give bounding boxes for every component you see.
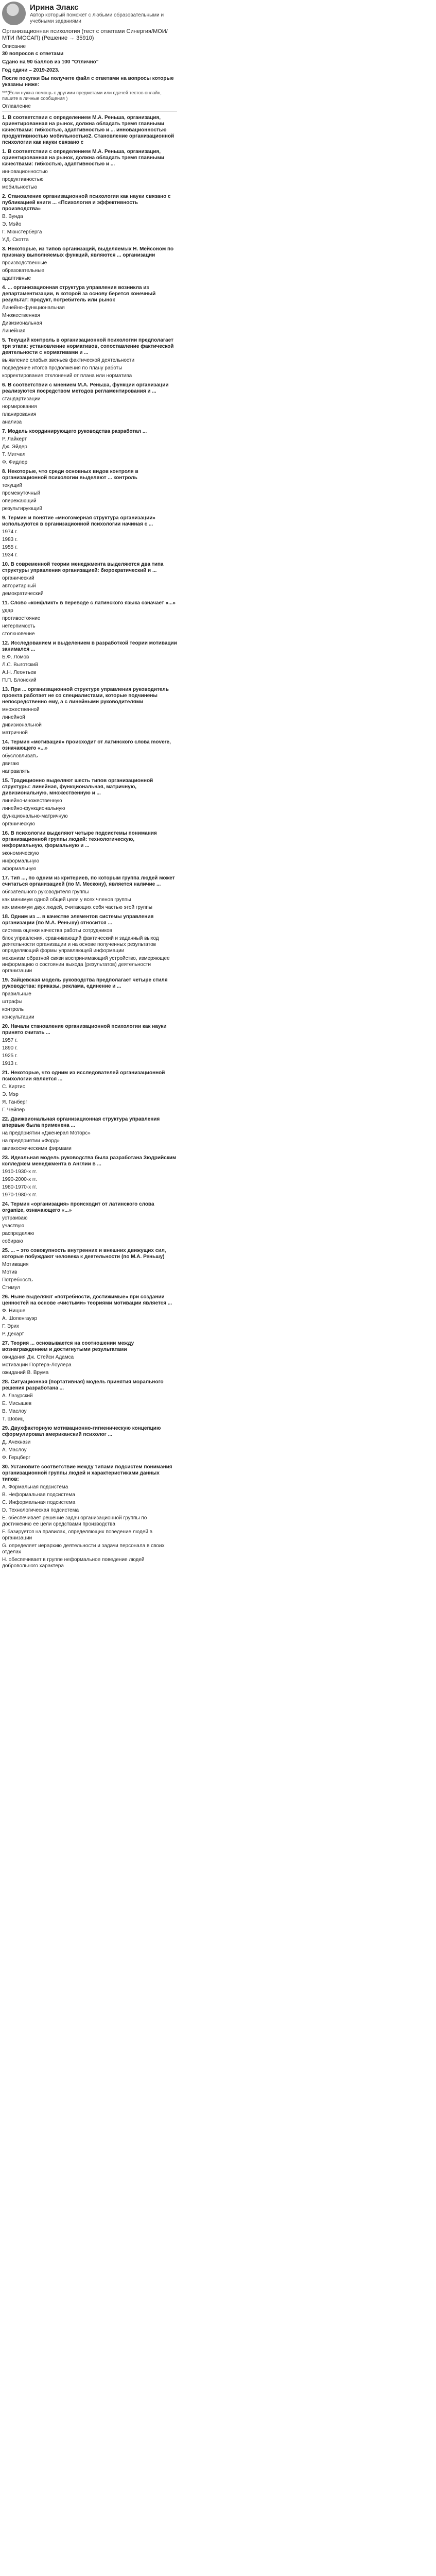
question: 27. Теория ... основывается на соотношении между вознаграждением и достигнутыми результатами [2, 1340, 134, 1352]
question: 24. Термин «организация» происходит от латинского слова organize, означающего «...» [2, 1201, 154, 1213]
answer-option: Я. Ганберг [2, 1099, 28, 1105]
answer-option: промежуточный [2, 490, 40, 496]
answer-option: правильные [2, 991, 31, 997]
document [0, 0, 177, 1569]
answer-option: подведение итогов продолжения по плану работы [2, 365, 123, 371]
answer-option: 1890 г. [2, 1045, 18, 1051]
answer-option: Т. Шовиц [2, 1416, 24, 1422]
answer-option: нетерпимость [2, 623, 36, 629]
answer-option: С. Киртис [2, 1083, 25, 1090]
answer-option: обусловливать [2, 753, 38, 759]
answer-option: B. Неформальная подсистема [2, 1492, 75, 1498]
answer-option: Л.С. Выготский [2, 662, 38, 668]
answer-option: E. обеспечивает решение задач организационной группы по достижению ее цели средствами производства [2, 1515, 147, 1527]
question: 3. Некоторые, из типов организаций, выделяемых Н. Мейсоном по признаку выполняемых функций, являются ... организации [2, 246, 174, 258]
author-description: Автор который поможет с любыми образовательными и учебными заданиями [30, 12, 164, 24]
answer-option: П.П. Блонский [2, 677, 37, 683]
answer-option: Э. Мэр [2, 1091, 19, 1097]
answer-option: 1983 г. [2, 536, 18, 543]
answer-option: Дивизиональная [2, 320, 42, 326]
question: 25. ... – это совокупность внутренних и внешних движущих сил, которые побуждают человека к деятельности (по М.А. Реньшу) [2, 1247, 166, 1260]
answer-option: Г. Мюнстерберга [2, 229, 42, 235]
question-list [2, 115, 177, 1569]
answer-option: корректирование отклонений от плана или норматива [2, 372, 132, 379]
answer-option: В. Вунда [2, 213, 23, 219]
answer-option: А.Н. Леонтьев [2, 669, 37, 675]
answer-option: H. обеспечивает в группе неформальное поведение людей добровольного характера [2, 1556, 145, 1569]
question: 28. Ситуационная (портативная) модель принятия морального решения разработана ... [2, 1379, 164, 1391]
question: 19. Зайцевская модель руководства предполагает четыре стиля руководства: приказы, реклама, единение и ... [2, 977, 168, 989]
answer-option: выявление слабых звеньев фактической деятельности [2, 357, 135, 363]
answer-option: анализа [2, 419, 22, 425]
description-label: Описание [2, 44, 26, 50]
answer-option: органическую [2, 821, 35, 827]
question: 29. Двухфакторную мотивационно-гигиеническую концепцию сформулировал американский психолог ... [2, 1425, 161, 1437]
purchase-note: После покупки Вы получите файл с ответами на вопросы которые указаны ниже: [2, 76, 174, 88]
answer-option: собираю [2, 1238, 23, 1244]
answer-option: на предприятии «Форд» [2, 1138, 60, 1144]
answer-option: 1974 г. [2, 529, 18, 535]
answer-option: Г. Чейпер [2, 1107, 25, 1113]
answer-option: Линейная [2, 328, 26, 334]
answer-option: A. Формальная подсистема [2, 1484, 68, 1490]
divider [2, 111, 177, 112]
answer-option: D. Технологическая подсистема [2, 1507, 79, 1513]
answer-option: аформальную [2, 866, 37, 872]
question: 9. Термин и понятие «многомерная структура организации» используются в организационной психологии начиная с ... [2, 515, 155, 527]
answer-option: А. Лазурский [2, 1393, 33, 1399]
answer-option: Р. Декарт [2, 1331, 24, 1337]
meta-line: Сдано на 90 баллов из 100 "Отлично" [2, 59, 99, 65]
answer-option: направлять [2, 768, 30, 774]
answer-option: на предприятии «Дженерал Моторс» [2, 1130, 91, 1136]
answer-option: органический [2, 575, 34, 581]
answer-option: ожидания Дж. Стейси Адамса [2, 1354, 74, 1360]
answer-option: У.Д. Скотта [2, 236, 29, 243]
answer-option: авторитарный [2, 583, 36, 589]
question: 26. Ныне выделяют «потребности, достижимые» при создании ценностей на основе «чистыми» теориями мотивации является ... [2, 1294, 172, 1306]
question: 11. Слово «конфликт» в переводе с латинского языка означает «...» [2, 600, 176, 606]
answer-option: инновационностью [2, 168, 48, 175]
answer-option: 1970-1980-х гг. [2, 1192, 37, 1198]
answer-option: обязательного руководителя группы [2, 889, 89, 895]
question: 10. В современной теории менеджмента выделяются два типа структуры управления организацией: бюрократический и ... [2, 561, 164, 573]
answer-option: продуктивностью [2, 176, 44, 182]
answer-option: авиакосмическими фирмами [2, 1145, 72, 1151]
question: 21. Некоторые, что одним из исследователей организационной психологии является ... [2, 1070, 165, 1082]
author-name[interactable]: Ирина Элакс [30, 3, 79, 12]
answer-option: Э. Мэйо [2, 221, 22, 227]
answer-option: линейно-множественную [2, 798, 62, 804]
answer-option: производственные [2, 260, 47, 266]
question: 8. Некоторые, что среди основных видов контроля в организационной психологии выделяют ... контроль [2, 468, 138, 481]
answer-option: блок управления, сравнивающий фактический и заданный выход деятельности организации и на основе полученных результатов определяющий формы управляющей информации [2, 935, 159, 954]
answer-option: опережающий [2, 498, 37, 504]
help-note: ***(Если нужна помощь с другими предметами или сдачей тестов онлайн, пишите в личные сообщения ) [2, 90, 162, 101]
answer-option: участвую [2, 1223, 24, 1229]
answer-option: устраиваю [2, 1215, 28, 1221]
answer-option: В. Маслоу [2, 1408, 27, 1414]
answer-option: штрафы [2, 998, 23, 1005]
author-card [2, 2, 177, 25]
answer-option: 1934 г. [2, 552, 18, 558]
answer-option: Р. Лайкерт [2, 436, 27, 442]
answer-option: Д. Ачекнази [2, 1439, 31, 1445]
answer-option: линейной [2, 714, 25, 720]
meta-line: 30 вопросов с ответами [2, 51, 64, 57]
answer-option: мобильностью [2, 184, 38, 190]
answer-option: 1925 г. [2, 1053, 18, 1059]
answer-option: матричной [2, 730, 28, 736]
answer-option: 1910-1930-х гг. [2, 1168, 37, 1175]
answer-option: Потребность [2, 1277, 33, 1283]
question: 7. Модель координирующего руководства разработал ... [2, 428, 147, 434]
answer-option: 1913 г. [2, 1060, 18, 1066]
answer-option: F. базируется на правилах, определяющих поведение людей в организации [2, 1529, 152, 1541]
answer-option: нормирования [2, 403, 37, 410]
answer-option: столкновение [2, 631, 35, 637]
answer-option: текущий [2, 482, 22, 488]
answer-option: планирования [2, 411, 37, 417]
question: 22. Движвиональная организационная структура управления впервые была применена ... [2, 1116, 160, 1128]
answer-option: удар [2, 607, 13, 614]
answer-option: адаптивные [2, 275, 31, 281]
answer-option: как минимум одной общей цели у всех членов группы [2, 896, 131, 903]
answer-option: двигаю [2, 760, 20, 767]
question: 1. В соответствии с определением М.А. Реньша, организация, ориентированная на рынок, должна обладать тремя главными качествами: гибкостью, адаптивностью и ... [2, 148, 165, 167]
answer-option: Мотивация [2, 1261, 29, 1267]
question: 20. Начали становление организационной психологии как науки принято считать ... [2, 1023, 167, 1036]
answer-option: Линейно-функциональная [2, 304, 65, 311]
question: 18. Одним из ... в качестве элементов системы управления организации (по М.А. Реньшу) относится ... [2, 913, 154, 926]
question: 16. В психологии выделяют четыре подсистемы понимания организационной группы людей: технологическую, неформальную, формальную и ... [2, 830, 157, 849]
answer-option: Дж. Эйдер [2, 444, 27, 450]
meta-line: Год сдачи – 2019-2023. [2, 67, 60, 74]
answer-option: А. Маслоу [2, 1447, 27, 1453]
answer-option: распределяю [2, 1230, 34, 1236]
answer-option: система оценки качества работы сотрудников [2, 927, 112, 934]
answer-option: образовательные [2, 267, 44, 274]
answer-option: Г. Эрих [2, 1323, 20, 1329]
answer-option: стандартизации [2, 396, 41, 402]
answer-option: мотивации Портера-Лоулера [2, 1362, 72, 1368]
answer-option: Мотив [2, 1269, 18, 1275]
answer-option: Т. Митчел [2, 451, 26, 457]
answer-option: ожиданий В. Врума [2, 1369, 49, 1376]
question: 5. Текущий контроль в организационной психологии предполагает три этапа: установление нормативов, сопоставление фактической деятельности с нормативами и ... [2, 337, 174, 355]
answer-option: Ф. Герцберг [2, 1454, 31, 1461]
answer-option: C. Информальная подсистема [2, 1499, 76, 1505]
answer-option: как минимум двух людей, считающих себя частью этой группы [2, 904, 152, 910]
question: 1. В соответствии с определением М.А. Реньша, организация, ориентированная на рынок, должна обладать тремя главными качествами: гибкостью, адаптивностью и ... инновационностью продуктивностью мобильностью2. Становление организационной психологии как науки связано с [2, 114, 175, 145]
question: 6. В соответствии с мнением М.А. Реньша, функции организации реализуются посредством методов регламентирования и ... [2, 382, 169, 394]
answer-option: 1990-2000-х гг. [2, 1176, 37, 1182]
question: 4. ... организационная структура управления возникла из департаментизации, в которой за основу берется конечный результат: продукт, потребитель или рынок [2, 284, 156, 303]
answer-option: Е. Мисышев [2, 1400, 32, 1406]
question: 12. Исследованием и выделением в разработкой теории мотивации занимался ... [2, 640, 177, 652]
author-avatar[interactable] [2, 2, 26, 25]
answer-option: 1957 г. [2, 1037, 18, 1043]
answer-option: А. Шопенгауэр [2, 1315, 37, 1321]
answer-option: результирующий [2, 505, 42, 512]
question: 14. Термин «мотивация» происходит от латинского слова movere, означающего «...» [2, 739, 171, 751]
answer-option: демократический [2, 590, 44, 597]
answer-option: Ф. Фидлер [2, 459, 28, 465]
answer-option: линейно-функциональную [2, 805, 65, 811]
answer-option: Ф. Ницше [2, 1308, 26, 1314]
answer-option: консультации [2, 1014, 34, 1020]
answer-option: 1980-1970-х гг. [2, 1184, 37, 1190]
answer-option: экономическую [2, 850, 39, 856]
toc-label: Оглавление [2, 103, 31, 109]
question: 23. Идеальная модель руководства была разработана Зюдрийским колледжем менеджмента в Англии в ... [2, 1155, 177, 1167]
answer-option: контроль [2, 1006, 24, 1012]
answer-option: Стимул [2, 1284, 20, 1291]
answer-option: противостояние [2, 615, 41, 621]
answer-option: G. определяет иерархию деятельности и задачи персонала в своих отделах [2, 1543, 165, 1555]
answer-option: множественной [2, 706, 40, 713]
page-title: Организационная психология (тест с ответами Синергия/МОИ/МТИ /МОСАП) (Решение → 35910) [2, 28, 168, 42]
question: 2. Становление организационной психологии как науки связано с публикацией книги ... «Психология и эффективность производства» [2, 193, 171, 212]
answer-option: Множественная [2, 312, 40, 318]
answer-option: информальную [2, 858, 39, 864]
answer-option: 1955 г. [2, 544, 18, 550]
question: 17. Тип ..., по одним из критериев, по которым группа людей может считаться организацией (по М. Мескону), является наличие ... [2, 875, 175, 887]
answer-option: функционально-матричную [2, 813, 68, 819]
question: 15. Традиционно выделяют шесть типов организационной структуры: линейная, функциональная, матричную, дивизиональную, множественную и ... [2, 777, 153, 796]
answer-option: дивизиональной [2, 722, 42, 728]
answer-option: механизм обратной связи воспринимающий устройство, измеряющее информацию о состоянии выхода (результатов) деятельности организации [2, 955, 170, 974]
answer-option: Б.Ф. Ломов [2, 654, 29, 660]
question: 13. При ... организационной структуре управления руководитель проекта работает не со специалистами, которые подчинены непосредственно ему, а с линейными руководителями [2, 686, 169, 705]
question: 30. Установите соответствие между типами подсистем понимания организационной группы людей и характеристиками данных типов: [2, 1464, 172, 1482]
